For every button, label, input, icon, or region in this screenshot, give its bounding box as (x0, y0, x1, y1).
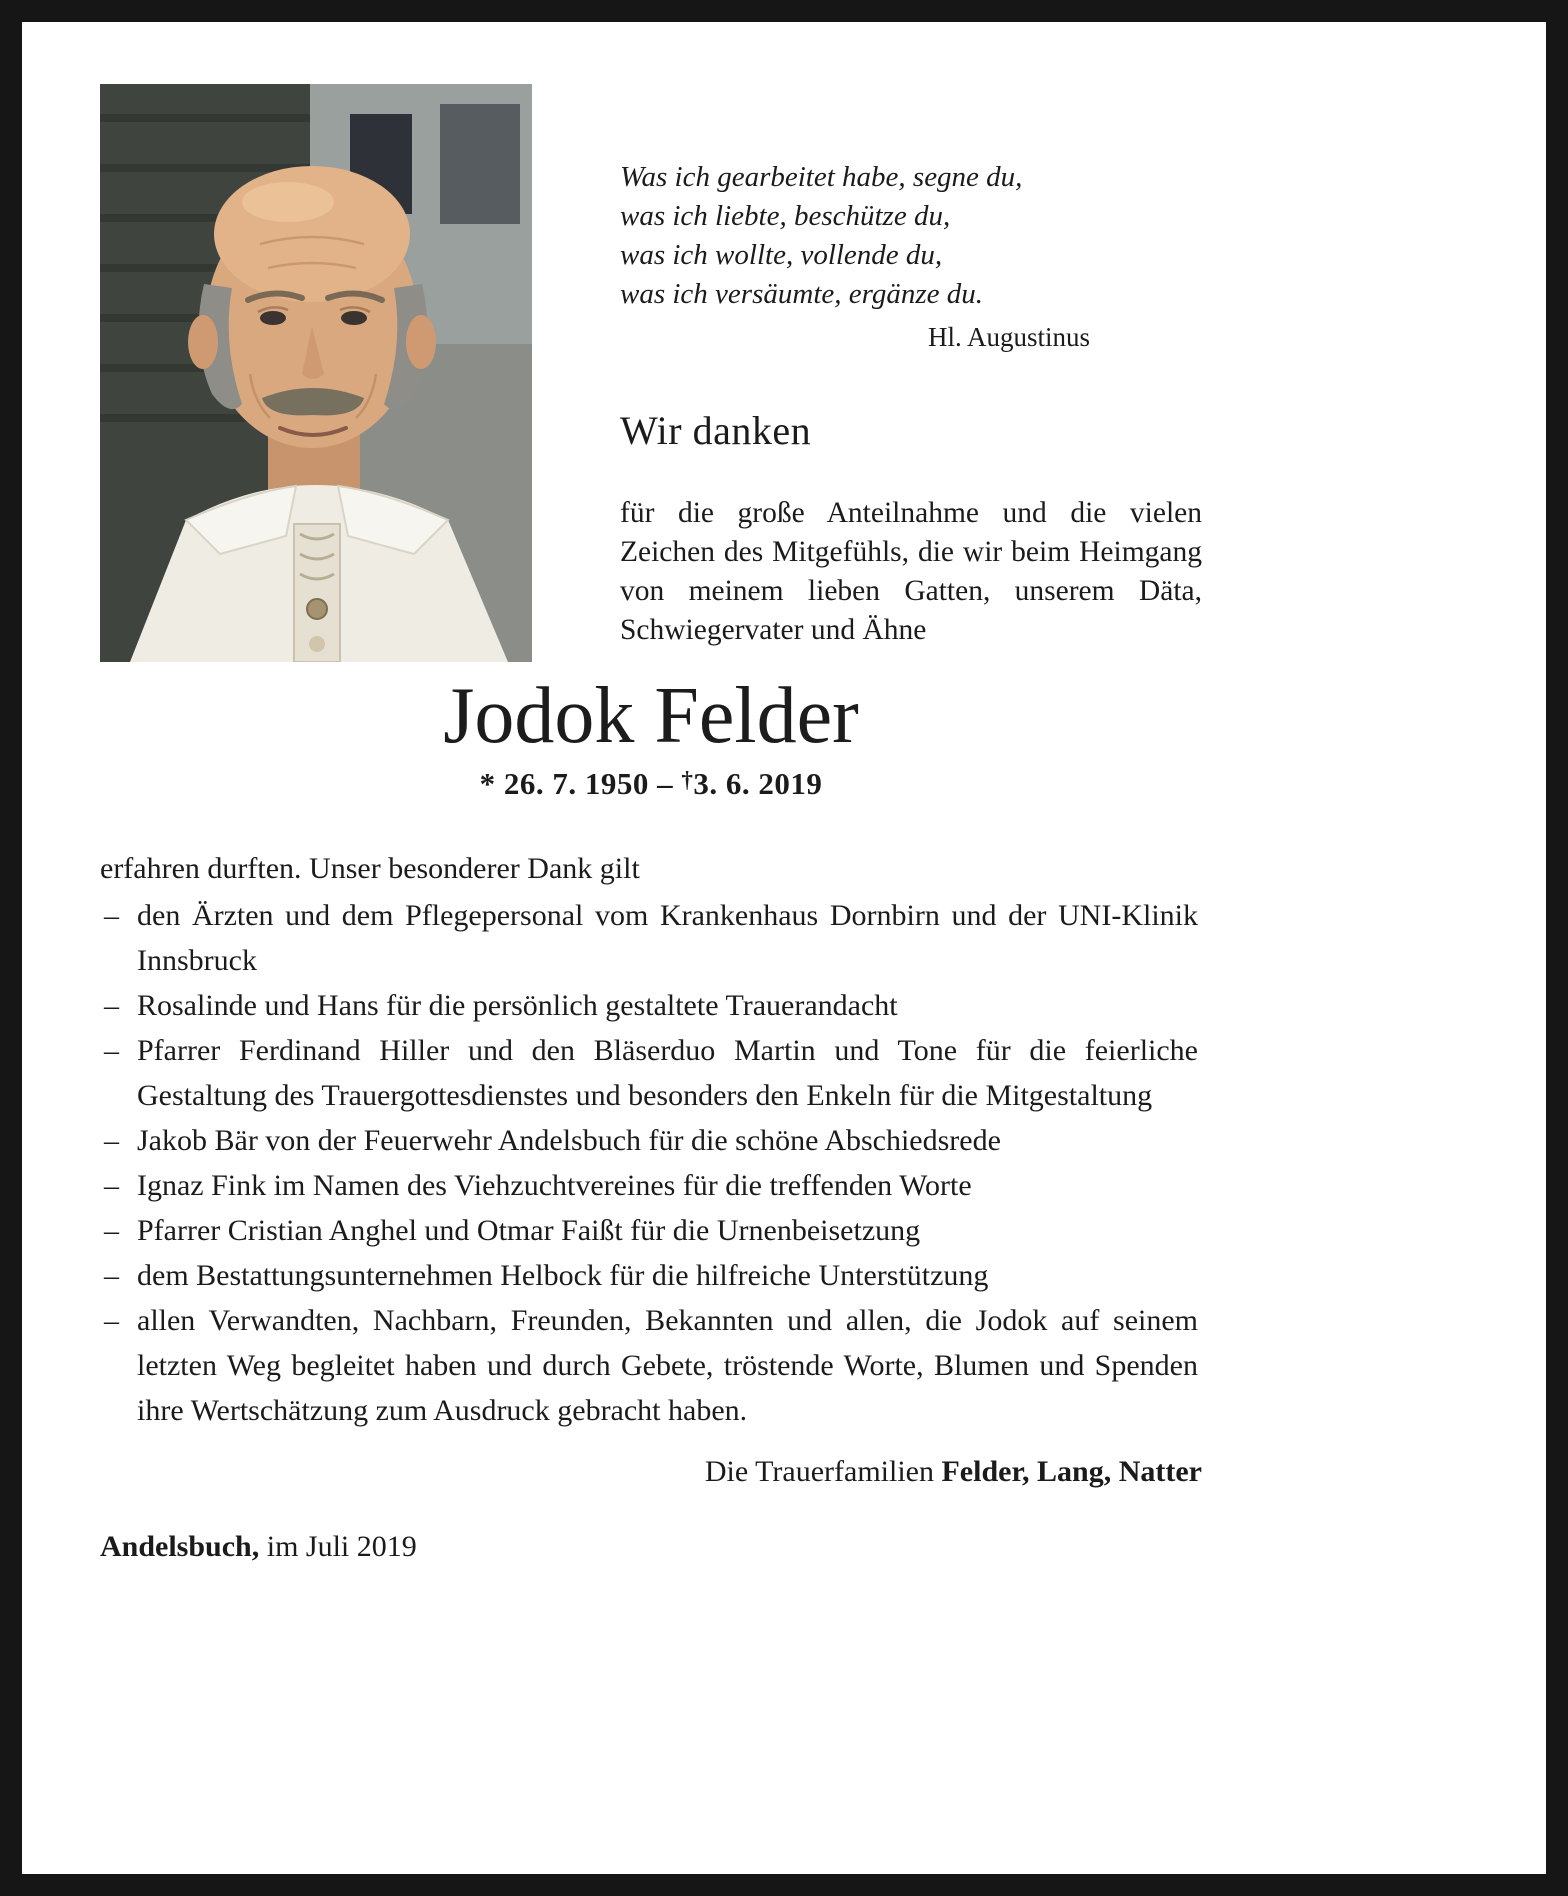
obituary-content (22, 22, 1202, 1569)
dates-separator: – (657, 766, 674, 801)
item-marker: – (104, 1169, 119, 1202)
date: im Juli 2019 (259, 1530, 417, 1563)
thanks-item (100, 893, 1198, 983)
thanks-item-text: Pfarrer Cristian Anghel und Otmar Faißt für die Urnenbeisetzung (137, 1214, 921, 1247)
thanks-item-text: Pfarrer Ferdinand Hiller und den Bläserduo Martin und Tone für die feierliche Gestaltung des Trauergottesdienstes und besonders den Enkeln für die Mitgestaltung (137, 1034, 1198, 1112)
quote-line: was ich versäumte, ergänze du. (620, 278, 983, 310)
item-marker: – (104, 1259, 119, 1292)
death-symbol: † (681, 767, 694, 792)
quote-line: Was ich gearbeitet habe, segne du, (620, 161, 1023, 193)
thanks-item (100, 1298, 1198, 1433)
item-marker: – (104, 989, 119, 1022)
birth-date: 26. 7. 1950 (503, 766, 649, 801)
thanks-item-text: allen Verwandten, Nachbarn, Freunden, Bekannten und allen, die Jodok auf seinem letzten Weg begleitet haben und durch Gebete, tröstende Worte, Blumen und Spenden ihre Wertschätzung zum Ausdruck gebracht haben. (137, 1304, 1198, 1427)
thanks-item (100, 1118, 1198, 1163)
thanks-item-text: Jakob Bär von der Feuerwehr Andelsbuch für die schöne Abschiedsrede (137, 1124, 1001, 1157)
thanks-item-text: dem Bestattungsunternehmen Helbock für die hilfreiche Unterstützung (137, 1259, 989, 1292)
quote-and-intro-column (620, 84, 1202, 662)
item-marker: – (104, 899, 119, 932)
item-marker: – (104, 1304, 119, 1337)
deceased-name: Jodok Felder (443, 672, 859, 760)
quote-line: was ich liebte, beschütze du, (620, 200, 951, 232)
thanks-item-text: den Ärzten und dem Pflegepersonal vom Krankenhaus Dornbirn und der UNI-Klinik Innsbruck (137, 899, 1198, 977)
portrait-illustration (100, 84, 532, 662)
thanks-item (100, 1163, 1198, 1208)
thanks-heading: Wir danken (620, 408, 812, 453)
families-prefix: Die Trauerfamilien (704, 1455, 942, 1488)
birth-symbol: * (479, 766, 496, 801)
place: Andelsbuch, (100, 1530, 260, 1563)
place-date-line (100, 1524, 1202, 1569)
families-line (100, 1449, 1202, 1494)
top-section (100, 84, 1202, 662)
quote-line: was ich wollte, vollende du, (620, 239, 943, 271)
life-dates (100, 766, 1202, 802)
thanks-item (100, 1253, 1198, 1298)
death-date: 3. 6. 2019 (693, 766, 823, 801)
thanks-list (100, 893, 1202, 1433)
item-marker: – (104, 1034, 119, 1067)
thanks-item (100, 1028, 1198, 1118)
families-names: Felder, Lang, Natter (941, 1455, 1202, 1488)
quote-attribution: Hl. Augustinus (927, 322, 1090, 352)
item-marker: – (104, 1124, 119, 1157)
thanks-item-text: Rosalinde und Hans für die persönlich gestaltete Trauerandacht (137, 989, 898, 1022)
thanks-item-text: Ignaz Fink im Namen des Viehzuchtvereines für die treffenden Worte (137, 1169, 972, 1202)
portrait-photo (100, 84, 532, 662)
intro-paragraph: für die große Anteilnahme und die vielen Zeichen des Mitgefühls, die wir beim Heimgang von meinem lieben Gatten, unserem Däta, Schwiegervater und Ähne (620, 497, 1202, 646)
quote-block (620, 158, 1202, 353)
item-marker: – (104, 1214, 119, 1247)
thanks-item (100, 983, 1198, 1028)
thanks-lead: erfahren durften. Unser besonderer Dank gilt (100, 852, 640, 885)
obituary-page (22, 22, 1546, 1874)
thanks-item (100, 1208, 1198, 1253)
